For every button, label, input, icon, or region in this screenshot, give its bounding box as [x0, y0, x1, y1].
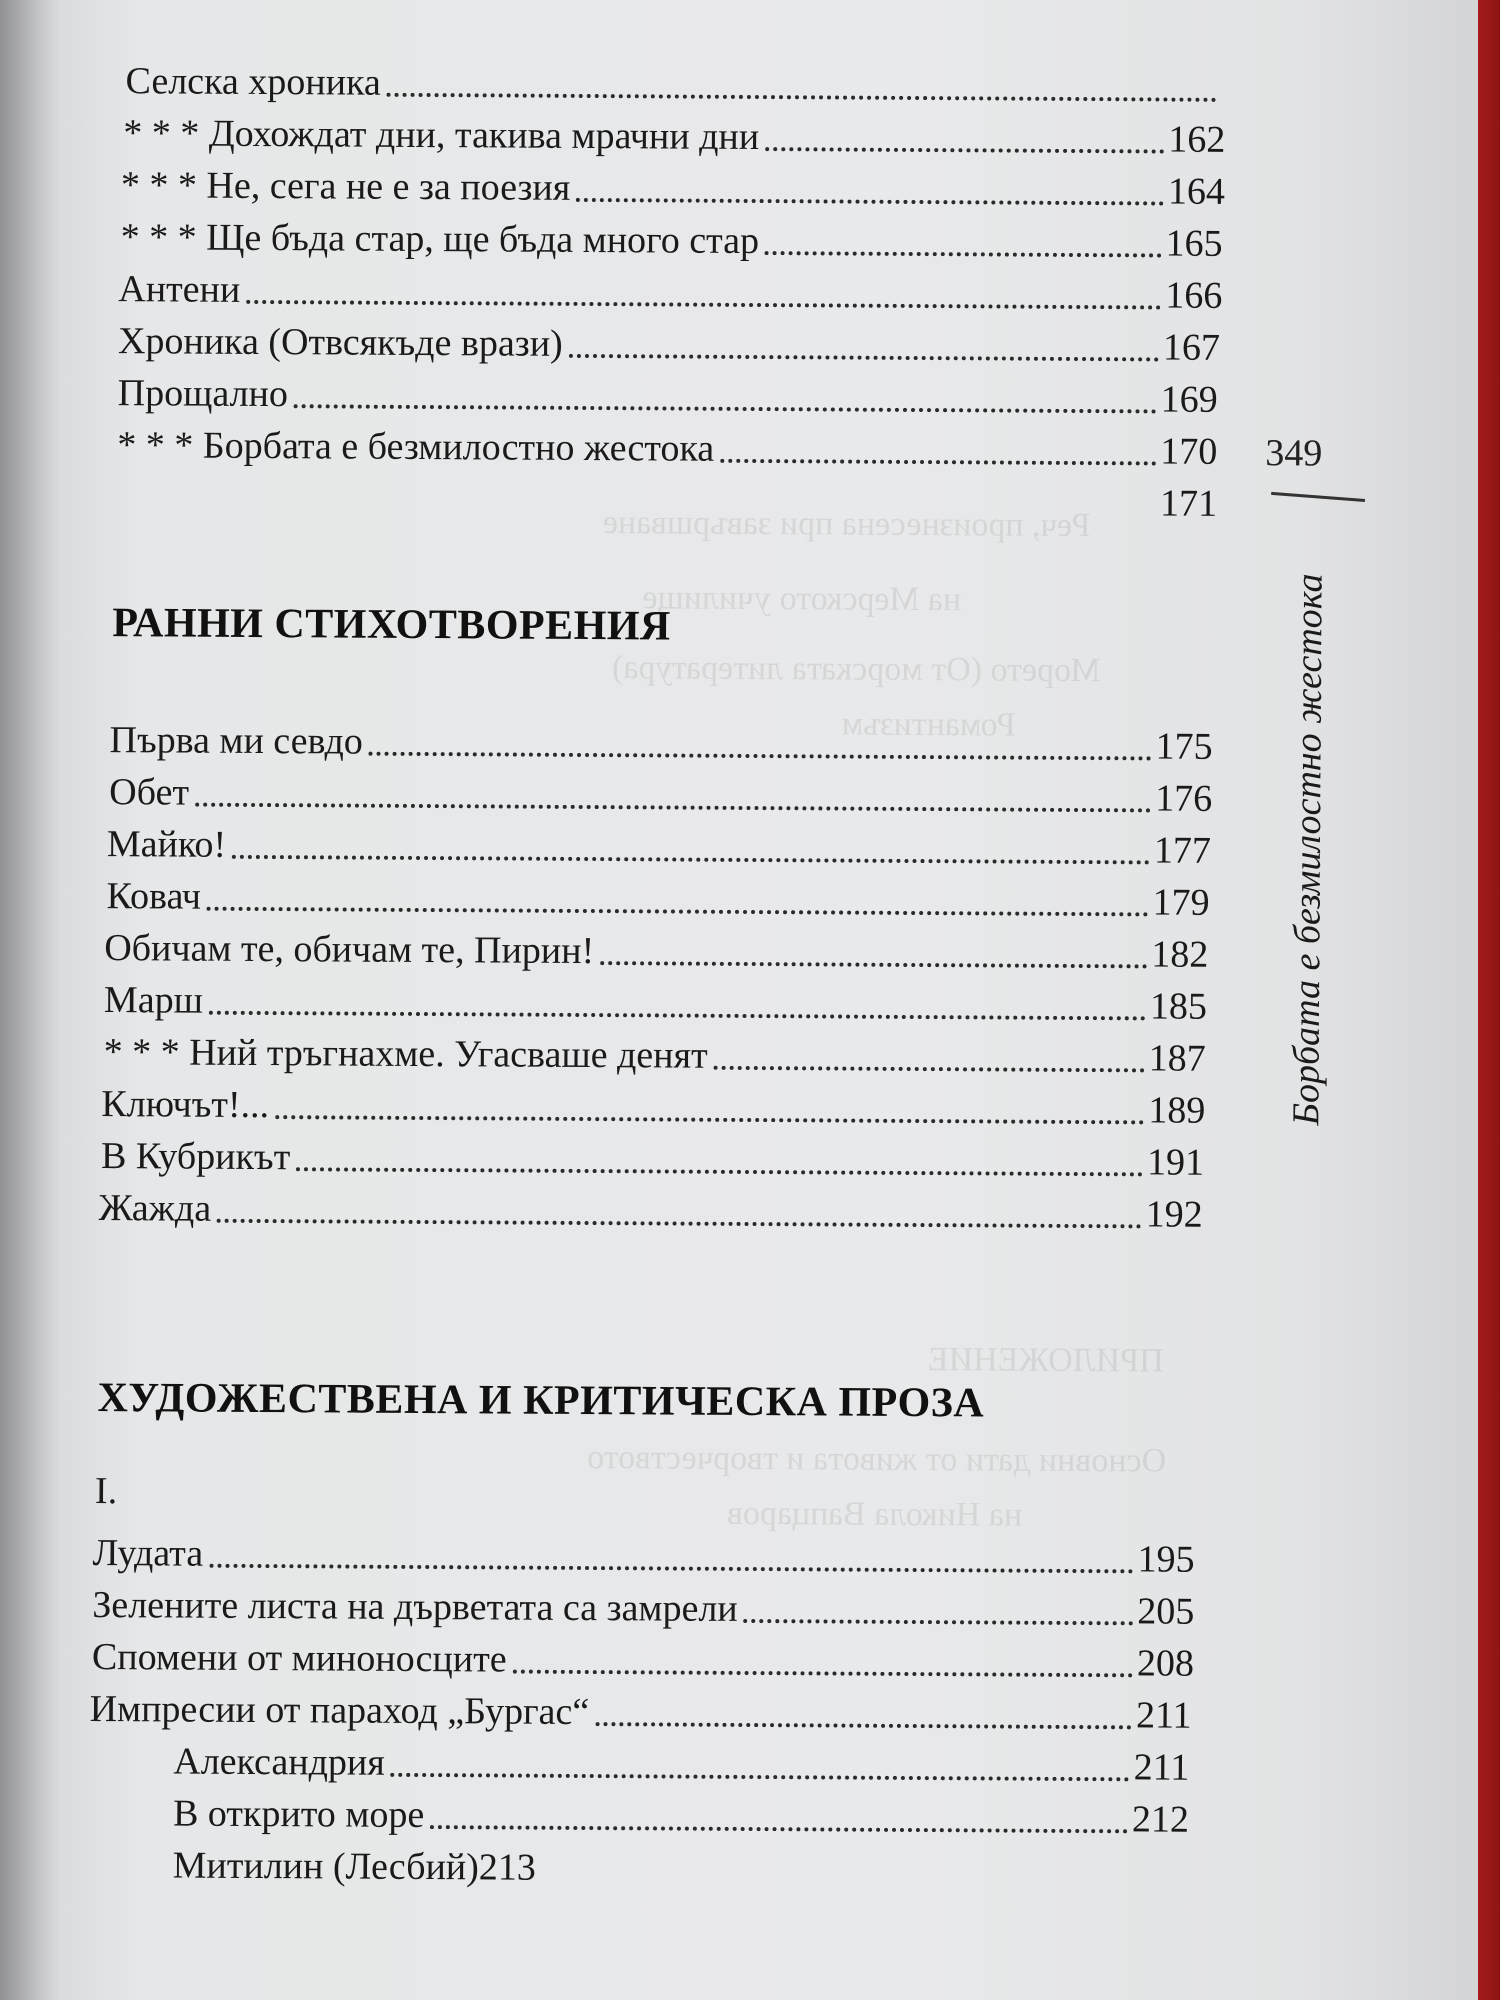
toc-entry-title: Митилин (Лесбий): [172, 1844, 479, 1889]
toc-entry: [109, 765, 1212, 822]
toc-entry-title: Първа ми севдо: [109, 719, 364, 763]
toc-entry: [104, 921, 1208, 978]
running-title: Борбата е безмилостно жестока: [1285, 573, 1331, 1126]
toc-entry-page: 191: [1146, 1141, 1205, 1184]
toc-entry-title: Лудата: [92, 1531, 204, 1575]
toc-entry: [121, 210, 1223, 267]
toc-entry-title: Зелените листа на дърветата са замрели: [92, 1583, 738, 1630]
toc-dot-leader: [275, 1115, 1144, 1124]
toc-dot-leader: [391, 1773, 1130, 1782]
toc-entry-page: 187: [1148, 1037, 1206, 1080]
toc-dot-leader: [714, 1066, 1145, 1073]
toc-entry-title: * * * Не, сега не е за поезия: [120, 164, 571, 209]
toc-entry-page: 208: [1136, 1642, 1195, 1685]
toc-entry-title: * * * Ще бъда стар, ще бъда много стар: [120, 216, 760, 263]
toc-entry: [107, 817, 1211, 874]
toc-entry: [101, 1129, 1204, 1186]
toc-entry: [118, 314, 1220, 371]
toc-entry-title: Обет: [109, 771, 190, 814]
bleed-through-text: Основни дати от живота и творчеството: [587, 1439, 1167, 1480]
toc-entry: [106, 869, 1209, 926]
toc-entry-page: 170: [1160, 430, 1218, 473]
toc-dot-leader: [595, 1722, 1132, 1729]
toc-entry: [173, 1734, 1189, 1790]
toc-dot-leader: [369, 752, 1152, 761]
toc-dot-leader: [569, 354, 1159, 362]
toc-entry: [99, 1181, 1203, 1238]
toc-dot-leader: [217, 1219, 1142, 1229]
toc-entry: [101, 1077, 1205, 1134]
toc-entry-page: 211: [1133, 1746, 1190, 1789]
toc-entry-title: Прощално: [117, 372, 289, 416]
toc-dot-leader: [232, 855, 1150, 865]
toc-dot-leader: [209, 1564, 1133, 1574]
toc-entry: [125, 54, 1220, 111]
toc-entry-title: Жажда: [98, 1187, 212, 1230]
toc-entry-page: 212: [1131, 1798, 1190, 1841]
toc-entry-page: 192: [1145, 1193, 1203, 1236]
toc-dot-leader: [576, 198, 1164, 206]
toc-entry-page: 182: [1151, 933, 1209, 976]
bleed-through-text: Романтизъм: [841, 705, 1016, 744]
toc-entry: [92, 1526, 1194, 1583]
toc-dot-leader: [209, 1011, 1146, 1021]
toc-entry-page: 176: [1155, 777, 1213, 820]
toc-entry-page: 165: [1165, 222, 1223, 265]
toc-entry-title: В Кубрикът: [100, 1135, 291, 1179]
toc-entry: [104, 1025, 1206, 1082]
toc-entry-title: * * * Ний тръгнахме. Угасваше денят: [103, 1031, 708, 1077]
toc-dot-leader: [720, 459, 1156, 466]
toc-entry-title: Ключът!...: [101, 1083, 270, 1127]
toc-entry-title: В открито море: [172, 1792, 425, 1837]
toc-entry-page: 171: [1159, 482, 1218, 525]
toc-dot-leader: [296, 1167, 1143, 1176]
toc-dot-leader: [744, 1619, 1134, 1625]
toc-entry: [104, 973, 1207, 1030]
bleed-through-text: ПРИЛОЖЕНИЕ: [927, 1341, 1164, 1380]
toc-dot-leader: [207, 907, 1149, 917]
toc-entry-title: * * * Дохождат дни, такива мрачни дни: [123, 112, 760, 159]
toc-entry-page: 179: [1152, 881, 1210, 924]
toc-entry: [123, 106, 1225, 163]
toc-entry: [173, 1786, 1189, 1842]
section-heading: РАННИ СТИХОТВОРЕНИЯ: [112, 600, 671, 650]
bleed-through-text: Реч, произнесена при завършване: [602, 504, 1091, 545]
toc-entry: [109, 713, 1212, 770]
toc-entry-page: 189: [1148, 1089, 1206, 1132]
toc-entry-page: 175: [1155, 725, 1213, 768]
section-heading: ХУДОЖЕСТВЕНА И КРИТИЧЕСКА ПРОЗА: [97, 1375, 985, 1427]
page-number: 349: [1265, 432, 1323, 475]
toc-dot-leader: [387, 93, 1217, 102]
toc-entry-page: 211: [1135, 1694, 1192, 1737]
toc-entry-title: Марш: [103, 979, 204, 1022]
toc-entry: [121, 158, 1225, 215]
toc-entry-page: 205: [1137, 1590, 1195, 1633]
toc-entry: [118, 262, 1222, 319]
toc-entry: [92, 1578, 1194, 1635]
toc-dot-leader: [430, 1825, 1128, 1833]
bleed-through-text: на Никола Вапцаров: [726, 1494, 1023, 1534]
toc-dot-leader: [600, 961, 1147, 968]
toc-entry-page: 213: [478, 1846, 536, 1889]
toc-dot-leader: [765, 251, 1162, 257]
toc-entry-title: * * * Борбата е безмилостно жестока: [117, 424, 715, 470]
toc-entry: [117, 418, 1217, 475]
toc-entry-title: I.: [94, 1470, 118, 1513]
toc-dot-leader: [246, 300, 1161, 310]
toc-entry-page: 164: [1167, 170, 1226, 213]
toc-entry-title: Хроника (Отвсякъде врази): [117, 320, 563, 365]
toc-entry-title: Ковач: [106, 875, 202, 918]
toc-entry-title: Селска хроника: [125, 60, 381, 104]
toc-entry-page: 166: [1165, 274, 1223, 317]
toc-entry-title: Антени: [118, 268, 241, 311]
toc-entry-page: 169: [1160, 378, 1218, 421]
toc-entry-page: 195: [1137, 1538, 1195, 1581]
bleed-through-text: Морето (От морската литература): [611, 649, 1101, 690]
toc-entry: [1143, 476, 1217, 526]
toc-dot-leader: [195, 803, 1151, 813]
toc-dot-leader: [765, 147, 1164, 153]
toc-dot-leader: [294, 404, 1157, 413]
toc-entry: [92, 1630, 1194, 1687]
toc-entry-title: Обичам те, обичам те, Пирин!: [104, 927, 595, 973]
toc-entry-title: Майко!: [106, 823, 227, 866]
toc-dot-leader: [513, 1670, 1133, 1678]
toc-entry-title: Александрия: [173, 1740, 385, 1784]
toc-entry-page: 177: [1153, 829, 1212, 872]
toc-entry: [95, 1464, 295, 1515]
toc-entry-title: Импресии от параход „Бургас“: [89, 1687, 590, 1734]
bleed-through-text: на Мерското училище: [642, 579, 962, 619]
toc-entry: [90, 1682, 1192, 1739]
toc-entry-title: Спомени от миноносците: [91, 1635, 507, 1681]
toc-entry-page: 185: [1149, 985, 1208, 1028]
toc-entry-page: 167: [1162, 326, 1221, 369]
toc-entry: [118, 366, 1218, 423]
toc-entry-page: 162: [1168, 118, 1226, 161]
running-head-rule: [1271, 492, 1365, 502]
toc-entry: [173, 1838, 673, 1891]
